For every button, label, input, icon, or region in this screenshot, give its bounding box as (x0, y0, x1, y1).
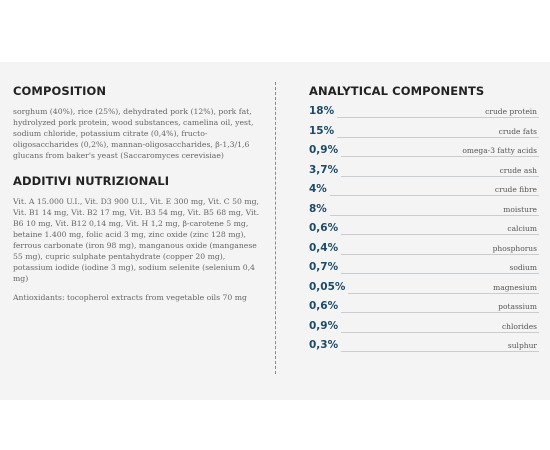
analytical-row (309, 261, 539, 281)
analytical-value: 3,7% (309, 163, 339, 176)
analytical-value: 15% (309, 124, 335, 137)
row-rule (341, 312, 539, 313)
analytical-value: 0,9% (309, 144, 339, 156)
analytical-value: 18% (309, 105, 335, 117)
analytical-label: sodium (509, 263, 537, 272)
row-rule (341, 332, 539, 333)
analytical-value: 0,4% (309, 241, 339, 254)
additives-text: Vit. A 15.000 U.I., Vit. D3 900 U.I., Vit. E 300 mg, Vit. C 50 mg, Vit. B1 14 mg, Vit. B2 17 mg, Vit. B3 54 mg, Vit. B5 68 mg, Vit. B6 10 mg, Vit. B12 0,14 mg, Vit. H 1,2 mg, β-carotene 5 mg, betaine 1.400 mg, folic acid 3 mg, zinc oxide (zinc 128 mg), ferrous carbonate (iron 98 mg), manganous oxide (manganese 55 mg), cupric sulphate pentahydrate (copper 20 mg), potassium iodide (iodine 3 mg), sodium selenite (selenium 0,4 mg) (13, 197, 260, 283)
analytical-label: phosphorus (492, 243, 537, 253)
row-rule (348, 293, 539, 294)
analytical-value: 8% (309, 202, 327, 215)
column-divider (275, 82, 276, 374)
analytical-value: 0,9% (309, 319, 339, 332)
analytical-row (309, 281, 539, 301)
composition-text: sorghum (40%), rice (25%), dehydrated pork (12%), pork fat, hydrolyzed pork protein, wood substances, camelina oil, yest, sodium chloride, potassium citrate (0,4%), fructo-oligosaccharides (0,2%), mannan-oligosaccharides, β-1,3/1,6 glucans from baker's yeast (Saccaromyces cerevisiae) (13, 107, 254, 160)
analytical-row (309, 125, 539, 145)
analytical-row (309, 320, 539, 340)
analytical-row (309, 222, 539, 242)
analytical-row (309, 339, 539, 359)
analytical-row (309, 300, 539, 320)
row-rule (330, 195, 539, 196)
analytical-row (309, 203, 539, 223)
analytical-label: potassium (498, 302, 537, 311)
row-rule (341, 234, 539, 235)
analytical-label: chlorides (501, 321, 537, 331)
analytical-heading: ANALYTICAL COMPONENTS (309, 84, 485, 98)
row-rule (341, 176, 539, 177)
analytical-row (309, 242, 539, 262)
analytical-row (309, 164, 539, 184)
analytical-value: 0,3% (309, 339, 339, 351)
analytical-label: calcium (507, 224, 537, 233)
analytical-label: moisture (503, 204, 537, 214)
antioxidants-text: Antioxidants: tocopherol extracts from vegetable oils 70 mg (13, 293, 247, 302)
analytical-value: 0,7% (309, 261, 339, 273)
row-rule (341, 273, 539, 274)
analytical-column (309, 84, 539, 359)
analytical-value: 0,6% (309, 222, 339, 234)
analytical-value: 0,05% (309, 280, 346, 293)
row-rule (337, 137, 539, 138)
analytical-label: crude protein (485, 107, 537, 116)
row-rule (337, 117, 539, 118)
analytical-label: crude fibre (494, 185, 537, 194)
analytical-label: crude ash (499, 165, 537, 175)
analytical-label: magnesium (493, 282, 537, 292)
analytical-label: crude fats (498, 126, 537, 136)
analytical-value: 4% (309, 183, 327, 195)
analytical-row (309, 105, 539, 125)
additives-heading: ADDITIVI NUTRIZIONALI (13, 174, 170, 188)
row-rule (330, 215, 539, 216)
analytical-value: 0,6% (309, 300, 339, 312)
analytical-label: sulphur (507, 341, 537, 350)
row-rule (341, 351, 539, 352)
analytical-row (309, 183, 539, 203)
analytical-label: omega-3 fatty acids (462, 146, 537, 155)
analytical-list (309, 105, 539, 359)
row-rule (341, 254, 539, 255)
composition-column (13, 84, 263, 303)
analytical-row (309, 144, 539, 164)
row-rule (341, 156, 539, 157)
composition-heading: COMPOSITION (13, 84, 107, 98)
